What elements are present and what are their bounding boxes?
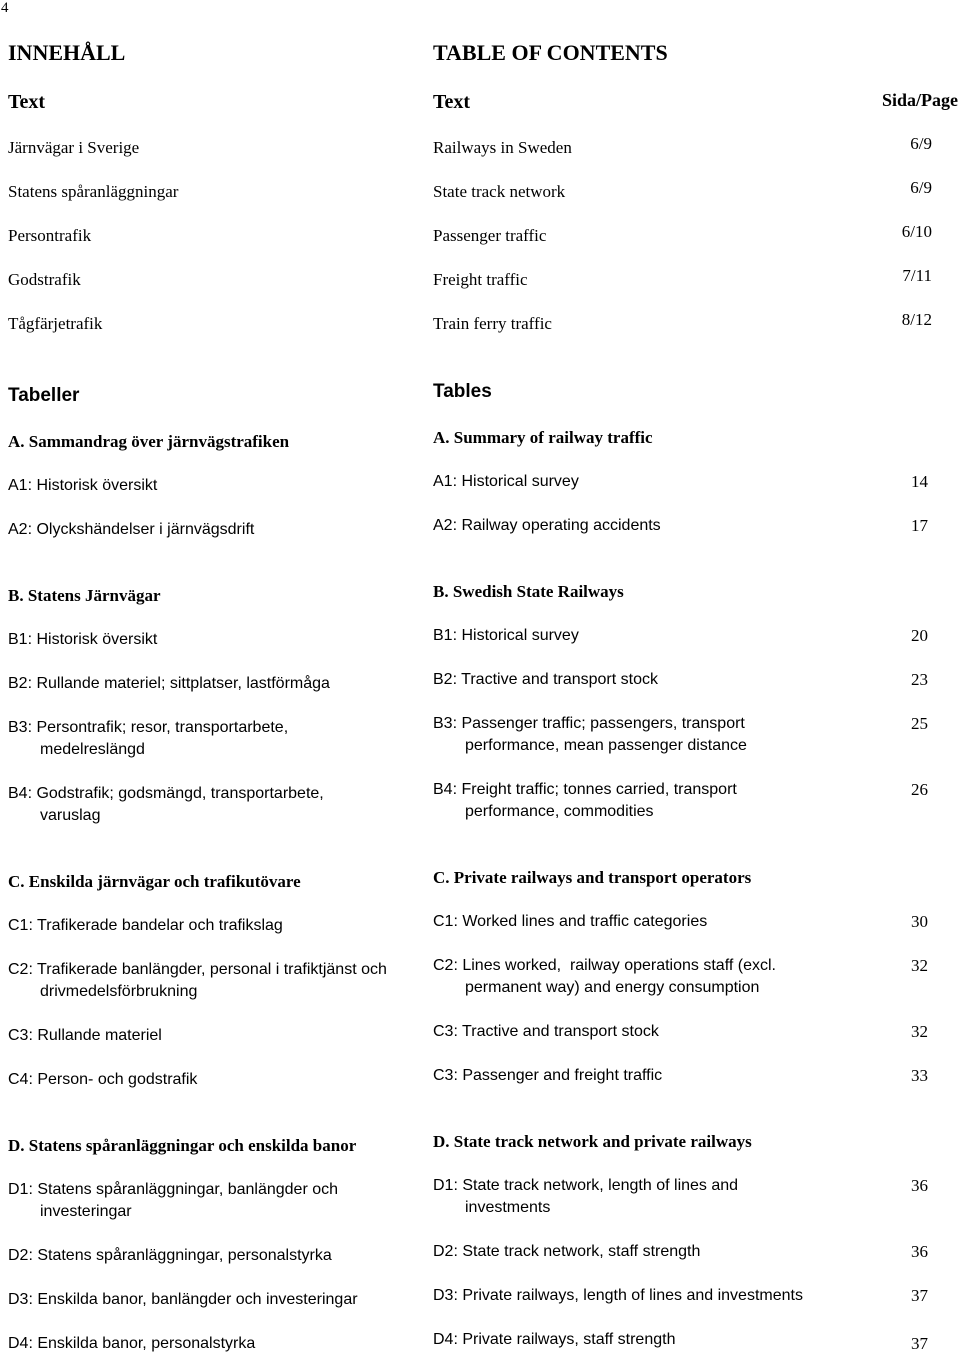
text-label-sv: Text bbox=[8, 91, 46, 113]
text-entry-page: 6/9 bbox=[910, 134, 932, 153]
group-d-title-en: D. State track network and private railways bbox=[433, 1132, 752, 1151]
heading-innehall: INNEHÅLL bbox=[8, 40, 126, 65]
entry-d2-page: 36 bbox=[911, 1242, 928, 1261]
entry-c1-sv: C1: Trafikerade bandelar och trafikslag bbox=[8, 917, 283, 934]
page-number: 4 bbox=[1, 0, 9, 16]
entry-d4-page: 37 bbox=[911, 1334, 928, 1353]
group-b-title-sv: B. Statens Järnvägar bbox=[8, 586, 161, 605]
group-b-title-en: B. Swedish State Railways bbox=[433, 582, 624, 601]
entry-c2-page: 32 bbox=[911, 956, 928, 975]
entry-a2-en: A2: Railway operating accidents bbox=[433, 517, 661, 534]
entry-c2-en-cont: permanent way) and energy consumption bbox=[465, 979, 760, 996]
entry-c3-page: 32 bbox=[911, 1022, 928, 1041]
entry-d1-sv-cont: investeringar bbox=[40, 1203, 132, 1220]
entry-c1-page: 30 bbox=[911, 912, 928, 931]
heading-table-of-contents: TABLE OF CONTENTS bbox=[433, 40, 668, 65]
entry-d2-en: D2: State track network, staff strength bbox=[433, 1243, 701, 1260]
group-c-title-en: C. Private railways and transport operators bbox=[433, 868, 752, 887]
entry-d1-page: 36 bbox=[911, 1176, 928, 1195]
entry-b1-page: 20 bbox=[911, 626, 928, 645]
entry-b2-page: 23 bbox=[911, 670, 928, 689]
text-entry-en: Freight traffic bbox=[433, 270, 528, 289]
text-entry-page: 6/9 bbox=[910, 178, 932, 197]
entry-c3-en: C3: Tractive and transport stock bbox=[433, 1023, 659, 1040]
entry-b1-en: B1: Historical survey bbox=[433, 627, 579, 644]
text-entry-en: Passenger traffic bbox=[433, 226, 547, 245]
entry-c1-en: C1: Worked lines and traffic categories bbox=[433, 913, 708, 930]
text-entry-sv: Statens spåranläggningar bbox=[8, 182, 179, 201]
text-entry-en: Train ferry traffic bbox=[433, 314, 552, 333]
entry-b4-sv: B4: Godstrafik; godsmängd, transportarbete, bbox=[8, 785, 324, 802]
entry-a1-sv: A1: Historisk översikt bbox=[8, 477, 158, 494]
entry-d4-en: D4: Private railways, staff strength bbox=[433, 1331, 676, 1348]
tables-label-sv: Tabeller bbox=[8, 385, 80, 406]
group-a-title-en: A. Summary of railway traffic bbox=[433, 428, 653, 447]
group-d-title-sv: D. Statens spåranläggningar och enskilda banor bbox=[8, 1136, 357, 1155]
text-entry-sv: Tågfärjetrafik bbox=[8, 314, 103, 333]
entry-d3-en: D3: Private railways, length of lines and investments bbox=[433, 1287, 803, 1304]
entry-b2-sv: B2: Rullande materiel; sittplatser, lastförmåga bbox=[8, 675, 330, 692]
entry-b3-en: B3: Passenger traffic; passengers, transport bbox=[433, 715, 745, 732]
tables-label-en: Tables bbox=[433, 381, 492, 402]
entry-d3-page: 37 bbox=[911, 1286, 928, 1305]
text-entry-en: State track network bbox=[433, 182, 566, 201]
entry-b3-en-cont: performance, mean passenger distance bbox=[465, 737, 747, 754]
entry-c2-en: C2: Lines worked, railway operations staff (excl. bbox=[433, 957, 776, 974]
group-c-title-sv: C. Enskilda järnvägar och trafikutövare bbox=[8, 872, 301, 891]
text-entry-page: 7/11 bbox=[902, 266, 932, 285]
entry-b3-page: 25 bbox=[911, 714, 928, 733]
entry-b3-sv: B3: Persontrafik; resor, transportarbete, bbox=[8, 719, 289, 736]
text-entry-sv: Järnvägar i Sverige bbox=[8, 138, 140, 157]
entry-b4-en: B4: Freight traffic; tonnes carried, transport bbox=[433, 781, 737, 798]
entry-a2-sv: A2: Olyckshändelser i järnvägsdrift bbox=[8, 521, 255, 538]
entry-b4-page: 26 bbox=[911, 780, 928, 799]
text-entry-page: 8/12 bbox=[901, 310, 932, 329]
entry-d2-sv: D2: Statens spåranläggningar, personalstyrka bbox=[8, 1247, 332, 1264]
entry-b3-sv-cont: medelreslängd bbox=[40, 741, 145, 758]
text-entry-sv: Persontrafik bbox=[8, 226, 92, 245]
page-column-header: Sida/Page bbox=[881, 90, 958, 110]
entry-b2-en: B2: Tractive and transport stock bbox=[433, 671, 658, 688]
entry-c2-sv-cont: drivmedelsförbrukning bbox=[40, 983, 198, 1000]
entry-d4-sv: D4: Enskilda banor, personalstyrka bbox=[8, 1335, 256, 1352]
entry-b4-sv-cont: varuslag bbox=[40, 807, 101, 824]
entry-c2-sv: C2: Trafikerade banlängder, personal i trafiktjänst och bbox=[8, 961, 387, 978]
entry-d1-en-cont: investments bbox=[465, 1199, 551, 1216]
entry-c3-sv: C3: Rullande materiel bbox=[8, 1027, 162, 1044]
entry-c4-page: 33 bbox=[911, 1066, 928, 1085]
entry-d1-en: D1: State track network, length of lines and bbox=[433, 1177, 739, 1194]
entry-a2-page: 17 bbox=[911, 516, 928, 535]
entry-b1-sv: B1: Historisk översikt bbox=[8, 631, 158, 648]
entry-b4-en-cont: performance, commodities bbox=[465, 803, 654, 820]
entry-c4-en: C3: Passenger and freight traffic bbox=[433, 1067, 663, 1084]
entry-d1-sv: D1: Statens spåranläggningar, banlängder och bbox=[8, 1181, 339, 1198]
text-entry-sv: Godstrafik bbox=[8, 270, 81, 289]
text-entry-page: 6/10 bbox=[901, 222, 932, 241]
entry-d3-sv: D3: Enskilda banor, banlängder och investeringar bbox=[8, 1291, 358, 1308]
text-entry-en: Railways in Sweden bbox=[433, 138, 572, 157]
entry-c4-sv: C4: Person- och godstrafik bbox=[8, 1071, 198, 1088]
entry-a1-page: 14 bbox=[911, 472, 928, 491]
text-label-en: Text bbox=[433, 91, 471, 113]
group-a-title-sv: A. Sammandrag över järnvägstrafiken bbox=[8, 432, 290, 451]
entry-a1-en: A1: Historical survey bbox=[433, 473, 579, 490]
